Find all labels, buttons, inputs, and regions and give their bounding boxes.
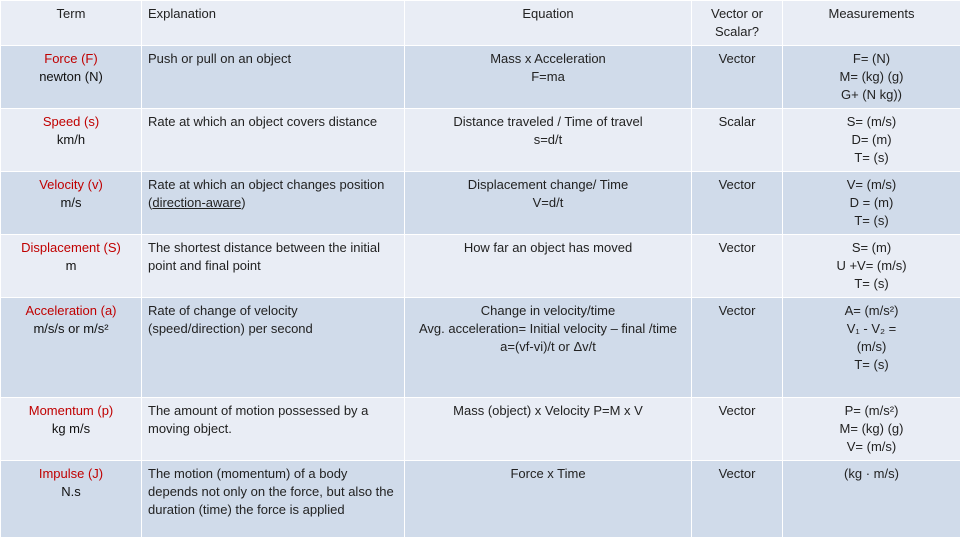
term-name: Acceleration (a) <box>25 303 117 318</box>
measurements-cell: V= (m/s) D = (m) T= (s) <box>783 172 960 235</box>
explanation-cell: The shortest distance between the initial point and final point <box>142 235 405 298</box>
type-cell: Vector <box>692 398 783 461</box>
type-cell: Vector <box>692 46 783 109</box>
term-cell <box>1 235 142 298</box>
measurements-cell: A= (m/s²) V₁ - V₂ = (m/s) T= (s) <box>783 298 960 398</box>
table-row <box>1 109 960 172</box>
type-cell: Scalar <box>692 109 783 172</box>
table-row <box>1 46 960 109</box>
term-name: Impulse (J) <box>38 466 104 481</box>
header-row <box>1 1 960 46</box>
header-vector-or-scalar: Vector or Scalar? <box>692 1 783 46</box>
term-name: Momentum (p) <box>28 403 114 418</box>
table-row <box>1 461 960 538</box>
equation-cell: Mass (object) x Velocity P=M x V <box>405 398 692 461</box>
type-cell: Vector <box>692 172 783 235</box>
explanation-cell: The amount of motion possessed by a moving object. <box>142 398 405 461</box>
term-name: Speed (s) <box>42 114 100 129</box>
term-name: Displacement (S) <box>21 240 121 255</box>
term-unit: N.s <box>61 484 81 499</box>
measurements-cell: P= (m/s²) M= (kg) (g) V= (m/s) <box>783 398 960 461</box>
explanation-cell: Rate at which an object covers distance <box>142 109 405 172</box>
explanation-cell: Rate of change of velocity (speed/direction) per second <box>142 298 405 398</box>
equation-cell: Distance traveled / Time of travel s=d/t <box>405 109 692 172</box>
term-cell <box>1 398 142 461</box>
explanation-cell <box>142 172 405 235</box>
term-unit: m/s/s or m/s² <box>33 321 109 336</box>
explanation-cell: The motion (momentum) of a body depends not only on the force, but also the duration (time) the force is applied <box>142 461 405 538</box>
term-unit: m/s <box>60 195 82 210</box>
term-cell <box>1 172 142 235</box>
term-unit: m <box>65 258 77 273</box>
type-cell: Vector <box>692 235 783 298</box>
type-cell: Vector <box>692 461 783 538</box>
table-row <box>1 235 960 298</box>
table-row <box>1 298 960 398</box>
term-unit: km/h <box>56 132 86 147</box>
type-cell: Vector <box>692 298 783 398</box>
measurements-cell: S= (m/s) D= (m) T= (s) <box>783 109 960 172</box>
explanation-text-end: ) <box>241 195 246 210</box>
header-measurements: Measurements <box>783 1 960 46</box>
table-row <box>1 398 960 461</box>
header-term: Term <box>1 1 142 46</box>
term-unit: kg m/s <box>51 421 91 436</box>
equation-cell: How far an object has moved <box>405 235 692 298</box>
term-cell <box>1 109 142 172</box>
equation-cell: Force x Time <box>405 461 692 538</box>
term-cell <box>1 461 142 538</box>
measurements-cell: F= (N) M= (kg) (g) G+ (N kg)) <box>783 46 960 109</box>
header-explanation: Explanation <box>142 1 405 46</box>
term-name: Velocity (v) <box>39 177 103 192</box>
measurements-cell: (kg · m/s) <box>783 461 960 538</box>
term-name: Force (F) <box>44 51 98 66</box>
term-unit: newton (N) <box>39 69 103 84</box>
explanation-text: Rate at which an object changes position ( <box>148 177 385 210</box>
equation-cell: Displacement change/ Time V=d/t <box>405 172 692 235</box>
measurements-cell: S= (m) U +V= (m/s) T= (s) <box>783 235 960 298</box>
equation-cell: Change in velocity/time Avg. acceleration= Initial velocity – final /time a=(vf-vi)/t or Δv/t <box>405 298 692 398</box>
header-equation: Equation <box>405 1 692 46</box>
explanation-emphasis: direction-aware <box>152 195 242 210</box>
table-row <box>1 172 960 235</box>
explanation-cell: Push or pull on an object <box>142 46 405 109</box>
term-cell <box>1 46 142 109</box>
equation-cell: Mass x Acceleration F=ma <box>405 46 692 109</box>
term-cell <box>1 298 142 398</box>
